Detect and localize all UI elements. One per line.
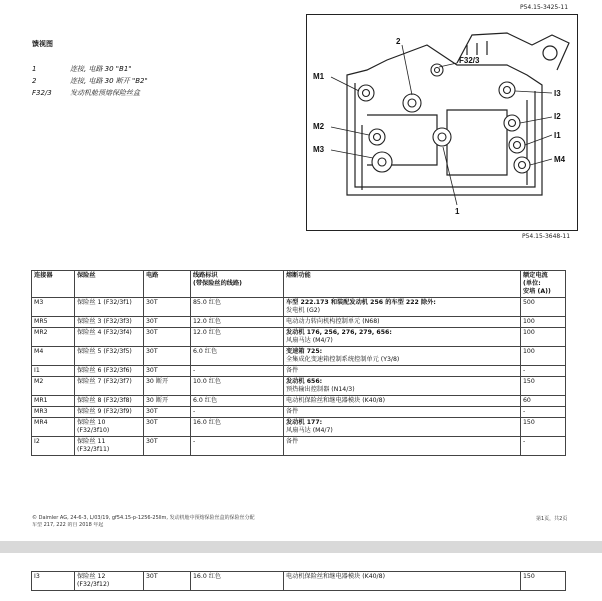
table-cell: 电动机保险丝和继电器模块 (K40/8) [284, 396, 521, 407]
label-m2: M2 [313, 122, 325, 131]
table-cell: 30T [144, 328, 191, 347]
table-cell: 30T [144, 347, 191, 366]
table-cell: 30 断开 [144, 396, 191, 407]
col-current: 电路 [144, 271, 191, 298]
label-m4: M4 [554, 155, 566, 164]
table-cell: 150 [521, 418, 566, 437]
table-cell: 保险丝 5 (F32/3f5) [75, 347, 144, 366]
table-cell: 保险丝 7 (F32/3f7) [75, 377, 144, 396]
table-cell: 备件 [284, 366, 521, 377]
table-cell: 保险丝 10 (F32/3f10) [75, 418, 144, 437]
footer-left: © Daimler AG, 24-6-3, L/03/19, gf54.15-p-1256-25llm, 发动机舱中预熔保险丝盒的保险丝分配 车型 217, 222 的自 2018 年起 [32, 515, 255, 527]
table-cell: 变速箱 725: 全集成化变速箱控制系统控制单元 (Y3/8) [284, 347, 521, 366]
table-cell: 30T [144, 437, 191, 456]
fuse-table [31, 270, 566, 456]
table-cell: M3 [32, 298, 75, 317]
label-m1: M1 [313, 72, 325, 81]
table-cell: 保险丝 4 (F32/3f4) [75, 328, 144, 347]
table-cell: 12.0 红色 [191, 317, 284, 328]
table-row [32, 418, 566, 437]
table-row [32, 317, 566, 328]
table-cell: 6.0 红色 [191, 347, 284, 366]
table-row [32, 377, 566, 396]
footer-page-number: 第1页，共2页 [536, 516, 568, 522]
label-2: 2 [396, 37, 401, 46]
table-cell: 发动机 656: 预热输出控制器 (N14/3) [284, 377, 521, 396]
table-cell: - [521, 366, 566, 377]
page-separator [0, 541, 602, 553]
fuse-table-continued [31, 571, 566, 591]
table-cell: - [191, 407, 284, 418]
table-cell: 16.0 红色 [191, 418, 284, 437]
table-cell: MR1 [32, 396, 75, 407]
table-cell: 30T [144, 298, 191, 317]
table-header-row [32, 271, 566, 298]
fuse-box-diagram [306, 14, 578, 231]
table-row [32, 366, 566, 377]
label-1: 1 [455, 207, 460, 216]
col-connector: 连接器 [32, 271, 75, 298]
label-i2: I2 [554, 112, 561, 121]
table-cell: 100 [521, 347, 566, 366]
table-cell: 85.0 红色 [191, 298, 284, 317]
table-cell: - [521, 437, 566, 456]
table-row [32, 298, 566, 317]
legend-item: 1 连接, 电路 30 "B1" [32, 65, 132, 73]
table-row [32, 437, 566, 456]
figure-ref-bottom: P54.15-3648-11 [522, 233, 571, 240]
label-i3: I3 [554, 89, 561, 98]
table-row [32, 347, 566, 366]
table-row [32, 396, 566, 407]
table-row [32, 407, 566, 418]
table-cell: I1 [32, 366, 75, 377]
table-cell: MR5 [32, 317, 75, 328]
table-cell: 发动机 176, 256, 276, 279, 656: 风扇马达 (M4/7) [284, 328, 521, 347]
table-cell: 电动动力转向机构控制单元 (N68) [284, 317, 521, 328]
table-cell: 保险丝 3 (F32/3f3) [75, 317, 144, 328]
table-cell: - [191, 366, 284, 377]
table-cell: 30 断开 [144, 377, 191, 396]
table-cell: 车型 222.173 和装配发动机 256 的车型 222 除外: 发电机 (G2) [284, 298, 521, 317]
table-cell: M2 [32, 377, 75, 396]
table-cell: 发动机 177: 风扇马达 (M4/7) [284, 418, 521, 437]
table-cell: 保险丝 8 (F32/3f8) [75, 396, 144, 407]
col-rated: 额定电流 (单位: 安培 (A)) [521, 271, 566, 298]
label-f32-3: F32/3 [459, 56, 480, 65]
table-cell: 30T [144, 366, 191, 377]
table-cell: 30T [144, 317, 191, 328]
table-cell: 10.0 红色 [191, 377, 284, 396]
legend-list [32, 64, 148, 100]
table-cell: 30T [144, 418, 191, 437]
table-cell: 500 [521, 298, 566, 317]
col-fuse: 保险丝 [75, 271, 144, 298]
col-wire: 线路标识 (带保险丝的线路) [191, 271, 284, 298]
table-cell: MR3 [32, 407, 75, 418]
figure-ref-top: P54.15-3425-11 [520, 4, 569, 11]
table-cell: - [191, 437, 284, 456]
table-cell: 备件 [284, 437, 521, 456]
table-cell: 100 [521, 328, 566, 347]
table-cell: 100 [521, 317, 566, 328]
label-m3: M3 [313, 145, 325, 154]
table-cell: 30T [144, 407, 191, 418]
table-cell: M4 [32, 347, 75, 366]
table-cell: 保险丝 1 (F32/3f1) [75, 298, 144, 317]
legend-title: 馈视图 [32, 40, 53, 48]
legend-item: 2 连接, 电路 30 断开 "B2" [32, 77, 148, 85]
table-cell: 60 [521, 396, 566, 407]
table-cell: MR2 [32, 328, 75, 347]
table-cell: 保险丝 6 (F32/3f6) [75, 366, 144, 377]
legend-item: F32/3 发动机舱预熔保险丝盒 [32, 89, 140, 97]
fuse-box-drawing [307, 15, 577, 230]
table-row: I3 保险丝 12 (F32/3f12) 30T 16.0 红色 电动机保险丝和继电器模块 (K40/8) 150 [32, 572, 566, 591]
table-cell: I2 [32, 437, 75, 456]
table-cell: MR4 [32, 418, 75, 437]
table-body [32, 298, 566, 456]
table-cell: 12.0 红色 [191, 328, 284, 347]
table-cell: 150 [521, 377, 566, 396]
table-cell: 保险丝 9 (F32/3f9) [75, 407, 144, 418]
table-cell: - [521, 407, 566, 418]
label-i1: I1 [554, 131, 561, 140]
table-cell: 备件 [284, 407, 521, 418]
table-row [32, 328, 566, 347]
col-function: 熔断功能 [284, 271, 521, 298]
table-cell: 保险丝 11 (F32/3f11) [75, 437, 144, 456]
document-page-2 [0, 553, 602, 601]
table-cell: 6.0 红色 [191, 396, 284, 407]
